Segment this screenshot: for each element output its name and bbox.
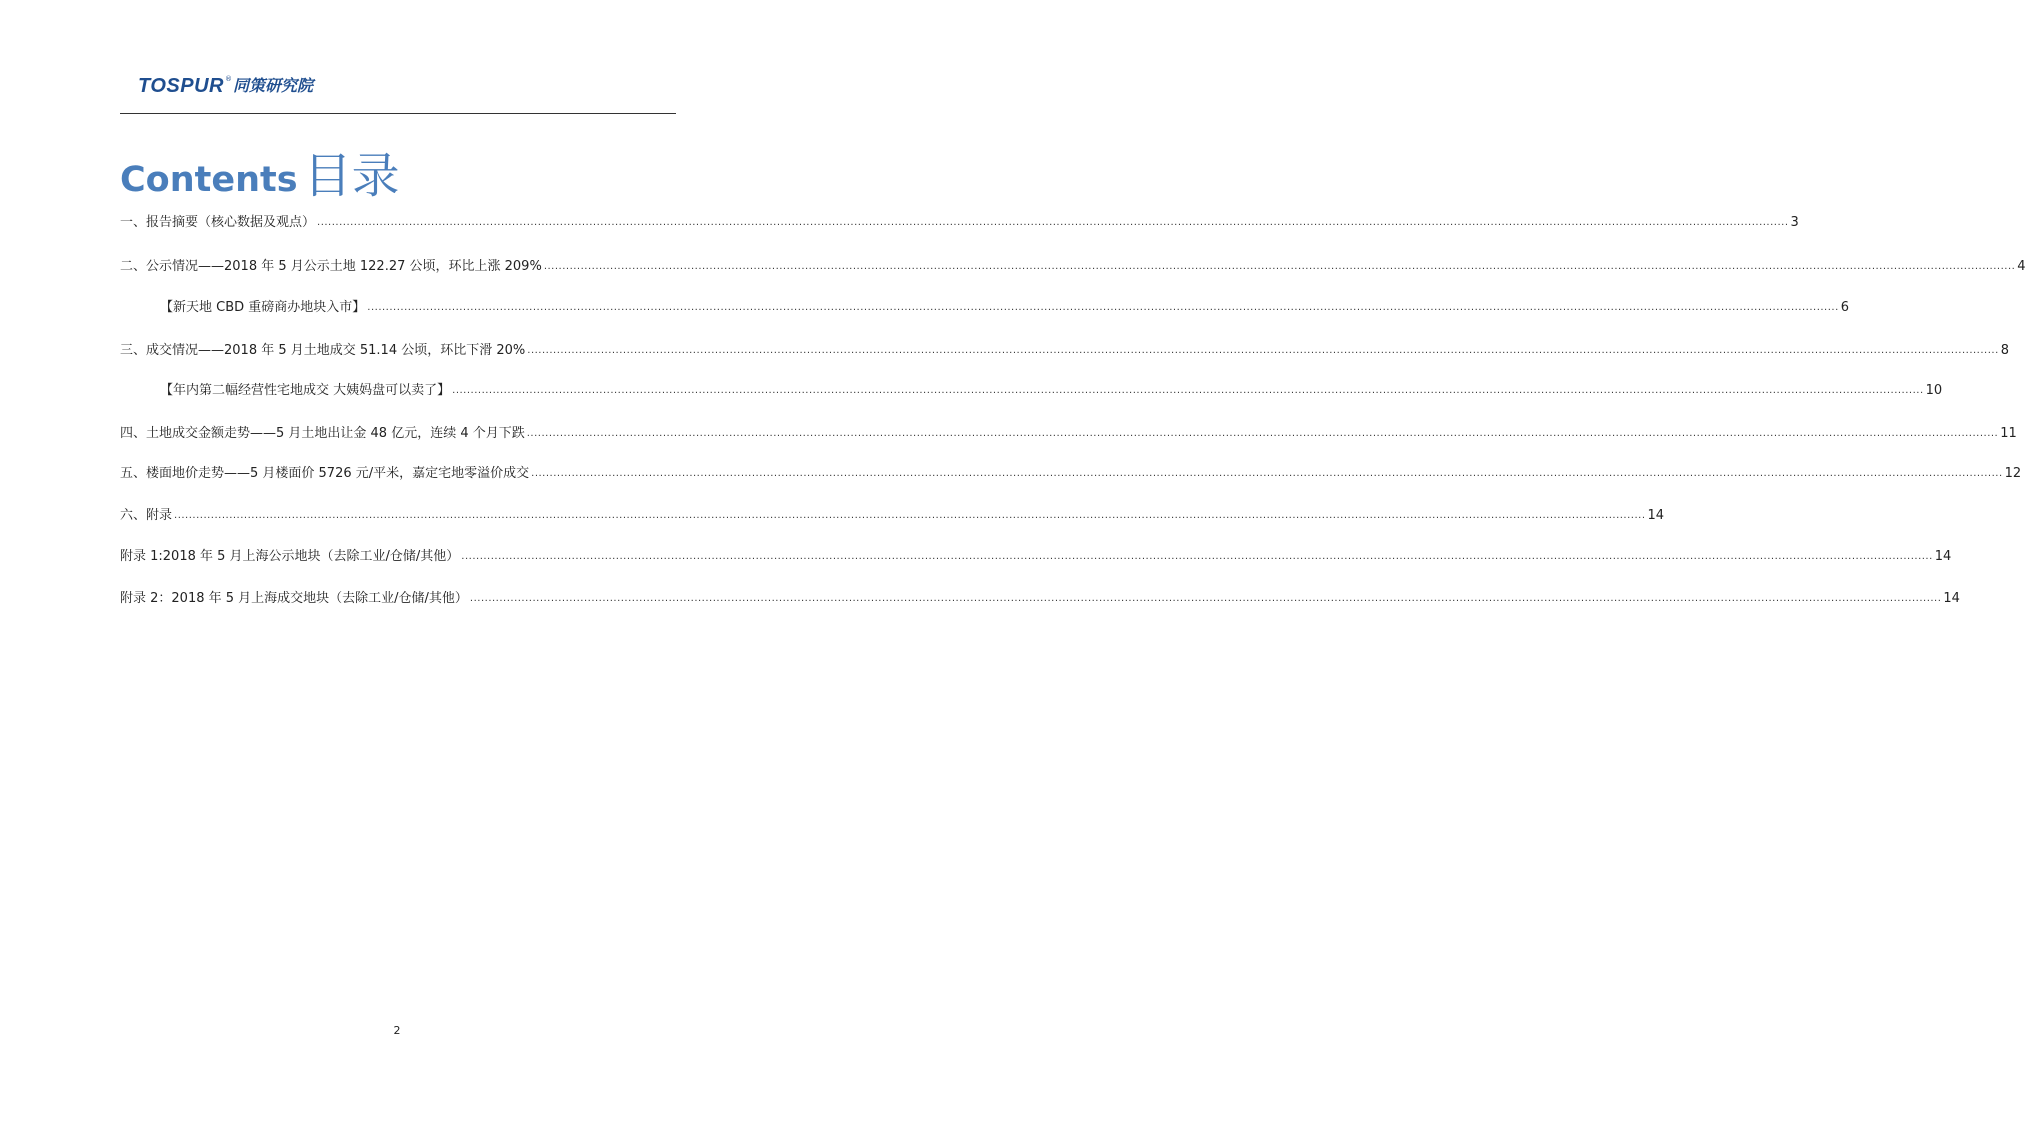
tospur-logo <box>138 74 313 98</box>
page-number: 2 <box>393 1024 401 1037</box>
toc-entry-page: 8 <box>2000 343 2010 358</box>
toc-entry-text: 二、公示情况——2018 年 5 月公示土地 122.27 公顷，环比上涨 209% <box>120 259 542 274</box>
toc-entry-text: 三、成交情况——2018 年 5 月土地成交 51.14 公顷，环比下滑 20% <box>120 343 526 358</box>
toc-entry-page: 14 <box>1647 508 1665 523</box>
page-title <box>120 138 400 208</box>
toc-entry-text: 附录 1:2018 年 5 月上海公示地块（去除工业/仓储/其他） <box>120 549 460 564</box>
toc-leader-dots: ................................................................................................................................................................................................................................................................................................................................................................................................................ <box>461 551 1933 562</box>
page-header <box>120 70 676 110</box>
toc-leader-dots: ................................................................................................................................................................................................................................................................................................................................................................................................................ <box>469 593 1942 604</box>
toc-entry-text: 一、报告摘要（核心数据及观点） <box>120 215 316 230</box>
toc-leader-dots: ................................................................................................................................................................................................................................................................................................................................................................................................................ <box>317 217 1789 228</box>
header-divider <box>120 113 676 114</box>
toc-entry-text: 【年内第二幅经营性宅地成交 大姨妈盘可以卖了】 <box>160 383 451 398</box>
title-chinese: 目录 <box>303 148 400 204</box>
toc-entry[interactable] <box>120 588 1960 610</box>
toc-leader-dots: ................................................................................................................................................................................................................................................................................................................................................................................................................ <box>526 428 1999 439</box>
toc-leader-dots: ................................................................................................................................................................................................................................................................................................................................................................................................................ <box>531 468 2003 479</box>
toc-entry-page: 14 <box>1943 591 1960 606</box>
toc-entry-page: 14 <box>1934 549 1952 564</box>
toc-leader-dots: ................................................................................................................................................................................................................................................................................................................................................................................................................ <box>367 302 1839 313</box>
toc-entry-text: 附录 2：2018 年 5 月上海成交地块（去除工业/仓储/其他） <box>120 591 468 606</box>
toc-entry-page: 4 <box>2017 259 2026 274</box>
registered-mark: ® <box>224 75 232 83</box>
toc-entry-page: 12 <box>2004 466 2022 481</box>
toc-entry[interactable] <box>120 505 1665 527</box>
toc-entry[interactable] <box>120 423 2017 445</box>
toc-entry-text: 五、楼面地价走势——5 月楼面价 5726 元/平米，嘉定宅地零溢价成交 <box>120 466 530 481</box>
toc-entry-text: 四、土地成交金额走势——5 月土地出让金 48 亿元，连续 4 个月下跌 <box>120 426 525 441</box>
logo-chinese-text: 同策研究院 <box>232 76 313 95</box>
toc-entry-page: 3 <box>1790 215 1799 230</box>
toc-entry-text: 【新天地 CBD 重磅商办地块入市】 <box>160 300 366 315</box>
toc-entry[interactable] <box>120 256 2026 278</box>
toc-leader-dots: ................................................................................................................................................................................................................................................................................................................................................................................................................ <box>174 510 1646 521</box>
toc-leader-dots: ................................................................................................................................................................................................................................................................................................................................................................................................................ <box>452 385 1924 396</box>
toc-entry[interactable] <box>120 340 2010 362</box>
title-english: Contents <box>120 160 298 200</box>
toc-leader-dots: ................................................................................................................................................................................................................................................................................................................................................................................................................ <box>527 345 1999 356</box>
toc-entry-page: 6 <box>1840 300 1850 315</box>
toc-leader-dots: ................................................................................................................................................................................................................................................................................................................................................................................................................ <box>543 261 2016 272</box>
toc-entry[interactable] <box>120 463 2022 485</box>
toc-entry-page: 11 <box>2000 426 2017 441</box>
toc-entry[interactable] <box>120 212 1799 234</box>
logo-brand-text: TOSPUR <box>138 75 224 97</box>
toc-subentry[interactable] <box>120 297 1850 319</box>
toc-subentry[interactable] <box>120 380 1943 402</box>
toc-entry-page: 10 <box>1925 383 1943 398</box>
toc-entry-text: 六、附录 <box>120 508 173 523</box>
toc-entry[interactable] <box>120 546 1952 568</box>
